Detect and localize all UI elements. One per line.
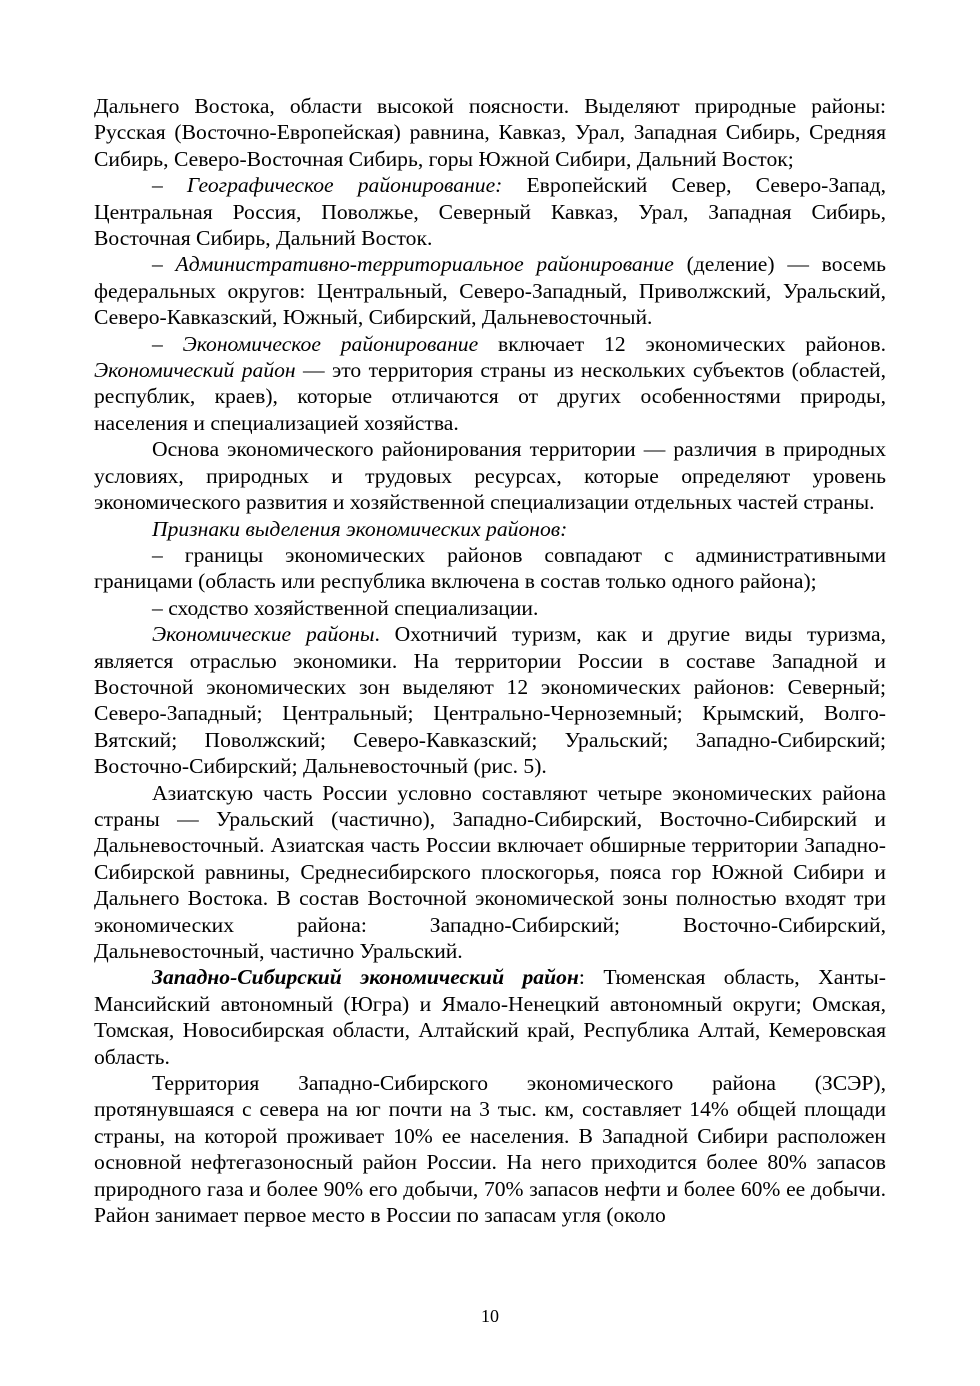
paragraph-west-siberian-region xyxy=(94,964,886,1070)
paragraph-text: : Тюменская область, Ханты-Мансийский автономный (Югра) и Ямало-Ненецкий автономный округи; Омская, Томская, Новосибирская области, Алтайский край, Республика Алтай, Кемеровская область. xyxy=(94,965,886,1069)
paragraph-text: — это территория страны из нескольких субъектов (областей, республик, краев), которые отличаются от других особенностями природы, населения и специализацией хозяйства. xyxy=(94,358,886,435)
paragraph-economic-zoning xyxy=(94,331,886,437)
paragraph-economic-regions xyxy=(94,621,886,779)
paragraph-geographic-zoning xyxy=(94,172,886,251)
paragraph-asian-russia xyxy=(94,780,886,965)
term-economic-zoning: – Экономическое районирование xyxy=(152,331,479,356)
paragraph-natural-regions xyxy=(94,93,886,172)
page-number: 10 xyxy=(481,1306,499,1326)
paragraph-text: – сходство хозяйственной специализации. xyxy=(152,595,539,620)
paragraph-zoning-basis xyxy=(94,436,886,515)
paragraph-text: Азиатскую часть России условно составляют четыре экономических района страны — Уральский (частично), Западно-Сибирский, Восточно-Сибирский и Дальневосточный. Азиатская часть России включает обширные территории Западно-Сибирской равнины, Среднесибирского плоскогорья, пояса гор Южной Сибири и Дальнего Востока. В состав Восточной экономической зоны полностью входят три экономических района: Западно-Сибирский; Восточно-Сибирский, Дальневосточный, частично Уральский. xyxy=(94,780,886,963)
term-economic-region: Экономический район xyxy=(94,358,296,383)
paragraph-administrative-zoning xyxy=(94,251,886,330)
paragraph-text: Европейский Север, Северо-Запад, Центральная Россия, Поволжье, Северный Кавказ, Урал, Западная Сибирь, Восточная Сибирь, Дальний Восток. xyxy=(94,173,886,251)
term-west-siberian-region: Западно-Сибирский экономический район xyxy=(152,965,579,990)
paragraph-text: . Охотничий туризм, как и другие виды туризма, является отраслью экономики. На территории России в составе Западной и Восточной экономических зон выделяют 12 экономических районов: Северный; Северо-Западный; Центральный; Центрально-Черноземный; Крымский, Волго-Вятский; Поволжский; Северо-Кавказский; Уральский; Западно-Сибирский; Восточно-Сибирский; Дальневосточный (рис. 5). xyxy=(94,622,886,779)
paragraph-criteria-heading xyxy=(94,516,886,542)
paragraph-text: включает 12 экономических районов. xyxy=(478,331,886,356)
paragraph-zser-territory xyxy=(94,1070,886,1228)
term-economic-regions: Экономические районы xyxy=(152,622,375,647)
page-text-body xyxy=(94,93,886,1228)
term-administrative-zoning: – Административно-территориальное районирование xyxy=(152,252,674,277)
paragraph-text: Дальнего Востока, области высокой поясности. Выделяют природные районы: Русская (Восточно-Европейская) равнина, Кавказ, Урал, Западная Сибирь, Средняя Сибирь, Северо-Восточная Сибирь, горы Южной Сибири, Дальний Восток; xyxy=(94,94,886,171)
paragraph-criterion-borders xyxy=(94,542,886,595)
term-criteria: Признаки выделения экономических районов: xyxy=(152,516,568,541)
paragraph-criterion-specialization xyxy=(94,595,886,621)
term-geographic-zoning: – Географическое районирование: xyxy=(152,173,503,198)
paragraph-text: Территория Западно-Сибирского экономического района (ЗСЭР), протянувшаяся с севера на юг почти на 3 тыс. км, составляет 14% общей площади страны, на которой проживает 10% ее населения. В Западной Сибири расположен основной нефтегазоносный район России. На него приходится более 80% запасов природного газа и более 90% его добычи, 70% запасов нефти и более 60% ее добычи. Район занимает первое место в России по запасам угля (около xyxy=(94,1071,886,1228)
paragraph-text: (деление) — восемь федеральных округов: Центральный, Северо-Западный, Приволжский, Уральский, Северо-Кавказский, Южный, Сибирский, Дальневосточный. xyxy=(94,252,886,330)
paragraph-text: – границы экономических районов совпадают с административными границами (область или республика включена в состав только одного района); xyxy=(94,542,886,594)
paragraph-text: Основа экономического районирования территории — различия в природных условиях, природных и трудовых ресурсах, которые определяют уровень экономического развития и хозяйственной специализации отдельных частей страны. xyxy=(94,437,886,515)
